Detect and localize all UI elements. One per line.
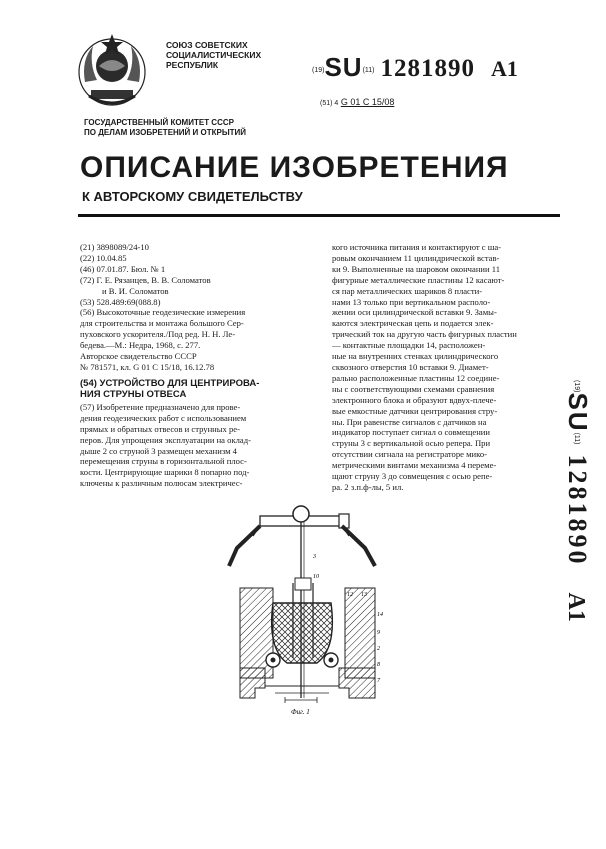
- abstract-line: перов. Для упрощения эксплуатации на оклад-: [80, 434, 251, 445]
- biblio-line: (46) 07.01.87. Бюл. № 1: [80, 263, 166, 274]
- committee-line: ПО ДЕЛАМ ИЗОБРЕТЕНИЙ И ОТКРЫТИЙ: [84, 128, 247, 137]
- figure-label: 7: [377, 678, 380, 684]
- biblio-line: Авторское свидетельство СССР: [80, 351, 197, 362]
- biblio-line: бедева.—М.: Недра, 1968, с. 277.: [80, 340, 201, 351]
- abstract-line: (57) Изобретение предназначено для прове-: [80, 401, 241, 412]
- document-title: ОПИСАНИЕ ИЗОБРЕТЕНИЯ: [80, 151, 509, 184]
- abstract-line: метрическими винтами механизма 4 переме-: [332, 460, 497, 471]
- abstract-line: рально расположенные пластины 12 соедине-: [332, 372, 500, 383]
- side-doc-prefix: (19): [573, 380, 580, 393]
- side-doc-country-code: SU: [563, 392, 593, 433]
- doc-prefix: (19): [312, 67, 325, 74]
- doc-num-prefix: (11): [362, 67, 375, 74]
- biblio-line: (56) Высокоточные геодезические измерения: [80, 307, 246, 318]
- abstract-line: нами 13 только при вертикальном располо-: [332, 296, 491, 307]
- abstract-line: перемещения струны в горизонтальной плос-: [80, 456, 247, 467]
- abstract-line: дения геодезических работ с использованием: [80, 412, 247, 423]
- abstract-line: ровым окончанием 11 цилиндрической встав-: [332, 252, 500, 263]
- figure-label: 3: [313, 554, 316, 560]
- abstract-line: отсутствии сигнала на регистраторе мико-: [332, 449, 488, 460]
- country-line: СОЮЗ СОВЕТСКИХ: [166, 40, 248, 50]
- abstract-line: жении оси цилиндрической вставки 9. Замы-: [332, 307, 497, 318]
- biblio-line: (53) 528.489:69(088.8): [80, 296, 161, 307]
- biblio-line: (72) Г. Е. Рязанцев, В. В. Соломатов: [80, 274, 211, 285]
- figure-caption: Фиг. 1: [291, 708, 310, 716]
- figure-label: 8: [377, 662, 380, 668]
- country-line: РЕСПУБЛИК: [166, 60, 219, 70]
- figure-label: 13: [361, 592, 367, 598]
- biblio-line: № 781571, кл. G 01 C 15/18, 16.12.78: [80, 361, 215, 372]
- abstract-line: электронного блока и образуют вдвух-плече-: [332, 394, 497, 405]
- country-block: [166, 40, 276, 70]
- figure-label: 10: [313, 574, 319, 580]
- right-column: [332, 242, 558, 493]
- abstract-line: ны. При равенстве сигналов с датчиков на: [332, 416, 487, 427]
- country-line: СОЦИАЛИСТИЧЕСКИХ: [166, 50, 262, 60]
- document-number: [312, 54, 572, 80]
- abstract-line: ся пар металлических шариков 8 пласти-: [332, 285, 483, 296]
- abstract-line: индикатор поступает сигнал о совмещении: [332, 427, 490, 438]
- abstract-line: каются электрическая цепь и подается элек-: [332, 318, 494, 329]
- ussr-emblem: [71, 30, 153, 112]
- doc-number: 1281890: [380, 55, 476, 82]
- biblio-line: для строительства и монтажа большого Сер-: [80, 318, 244, 329]
- technical-drawing: [225, 488, 405, 723]
- figure-label: 9: [377, 630, 380, 636]
- document-subtitle: К АВТОРСКОМУ СВИДЕТЕЛЬСТВУ: [82, 189, 303, 204]
- abstract-line: фигурные металлические пластины 12 касают-: [332, 274, 505, 285]
- abstract-line: ключены к различным полюсам электричес-: [80, 478, 243, 489]
- left-column: [80, 242, 310, 489]
- abstract-line: сквозного отверстия 10 вставки 9. Диамет-: [332, 361, 489, 372]
- biblio-line: (22) 10.04.85: [80, 252, 127, 263]
- ipc-prefix: (51) 4: [320, 100, 339, 107]
- abstract-line: ны с соответствующими схемами сравнения: [332, 383, 495, 394]
- abstract-line: — контактные площадки 14, расположен-: [332, 340, 486, 351]
- abstract-line: трический ток на другую часть фигурных пластин: [332, 329, 517, 340]
- biblio-line: (21) 3898089/24-10: [80, 242, 149, 252]
- abstract-line: вые емкостные датчики центрирования стру-: [332, 405, 498, 416]
- ipc-code: G 01 C 15/08: [340, 97, 395, 107]
- abstract-line: щают струну 3 до совмещения с осью репе-: [332, 471, 493, 482]
- committee-line: ГОСУДАРСТВЕННЫЙ КОМИТЕТ СССР: [84, 118, 234, 127]
- abstract-line: дыше 2 со струной 3 размещен механизм 4: [80, 445, 237, 456]
- biblio-line: и В. И. Соломатов: [102, 285, 169, 296]
- abstract-line: кого источника питания и контактируют с ша-: [332, 242, 502, 252]
- doc-country-code: SU: [324, 52, 363, 82]
- committee-block: [84, 118, 246, 138]
- abstract-line: кости. Центрирующие шарики 8 попарно под-: [80, 467, 250, 478]
- abstract-line: прямых и обратных отвесов и струнных ре-: [80, 423, 240, 434]
- invention-title-line: НИЯ СТРУНЫ ОТВЕСА: [80, 388, 187, 400]
- side-doc-num-prefix: (11): [573, 432, 580, 445]
- side-doc-number: 1281890: [563, 454, 592, 567]
- abstract-line: струны 3 с вертикальной осью репера. При: [332, 438, 491, 449]
- ipc-classification: [320, 97, 394, 107]
- header-rule: [78, 214, 560, 217]
- abstract-line: ные на внутренних стенках цилиндрического: [332, 351, 499, 362]
- abstract-line: ра. 2 з.п.ф-лы, 5 ил.: [332, 481, 404, 492]
- figure-label: 12: [347, 592, 353, 598]
- biblio-line: пуховского ускорителя./Под ред. Н. Н. Ле-: [80, 329, 236, 340]
- side-document-number: [555, 380, 595, 720]
- invention-title-line: (54) УСТРОЙСТВО ДЛЯ ЦЕНТРИРОВА-: [80, 377, 260, 389]
- side-doc-kind: A1: [563, 592, 589, 622]
- doc-kind: A1: [491, 56, 518, 81]
- figure-label: 2: [377, 646, 380, 652]
- abstract-line: ки 9. Выполненные на шаровом окончании 11: [332, 263, 501, 274]
- figure-label: 14: [377, 612, 383, 618]
